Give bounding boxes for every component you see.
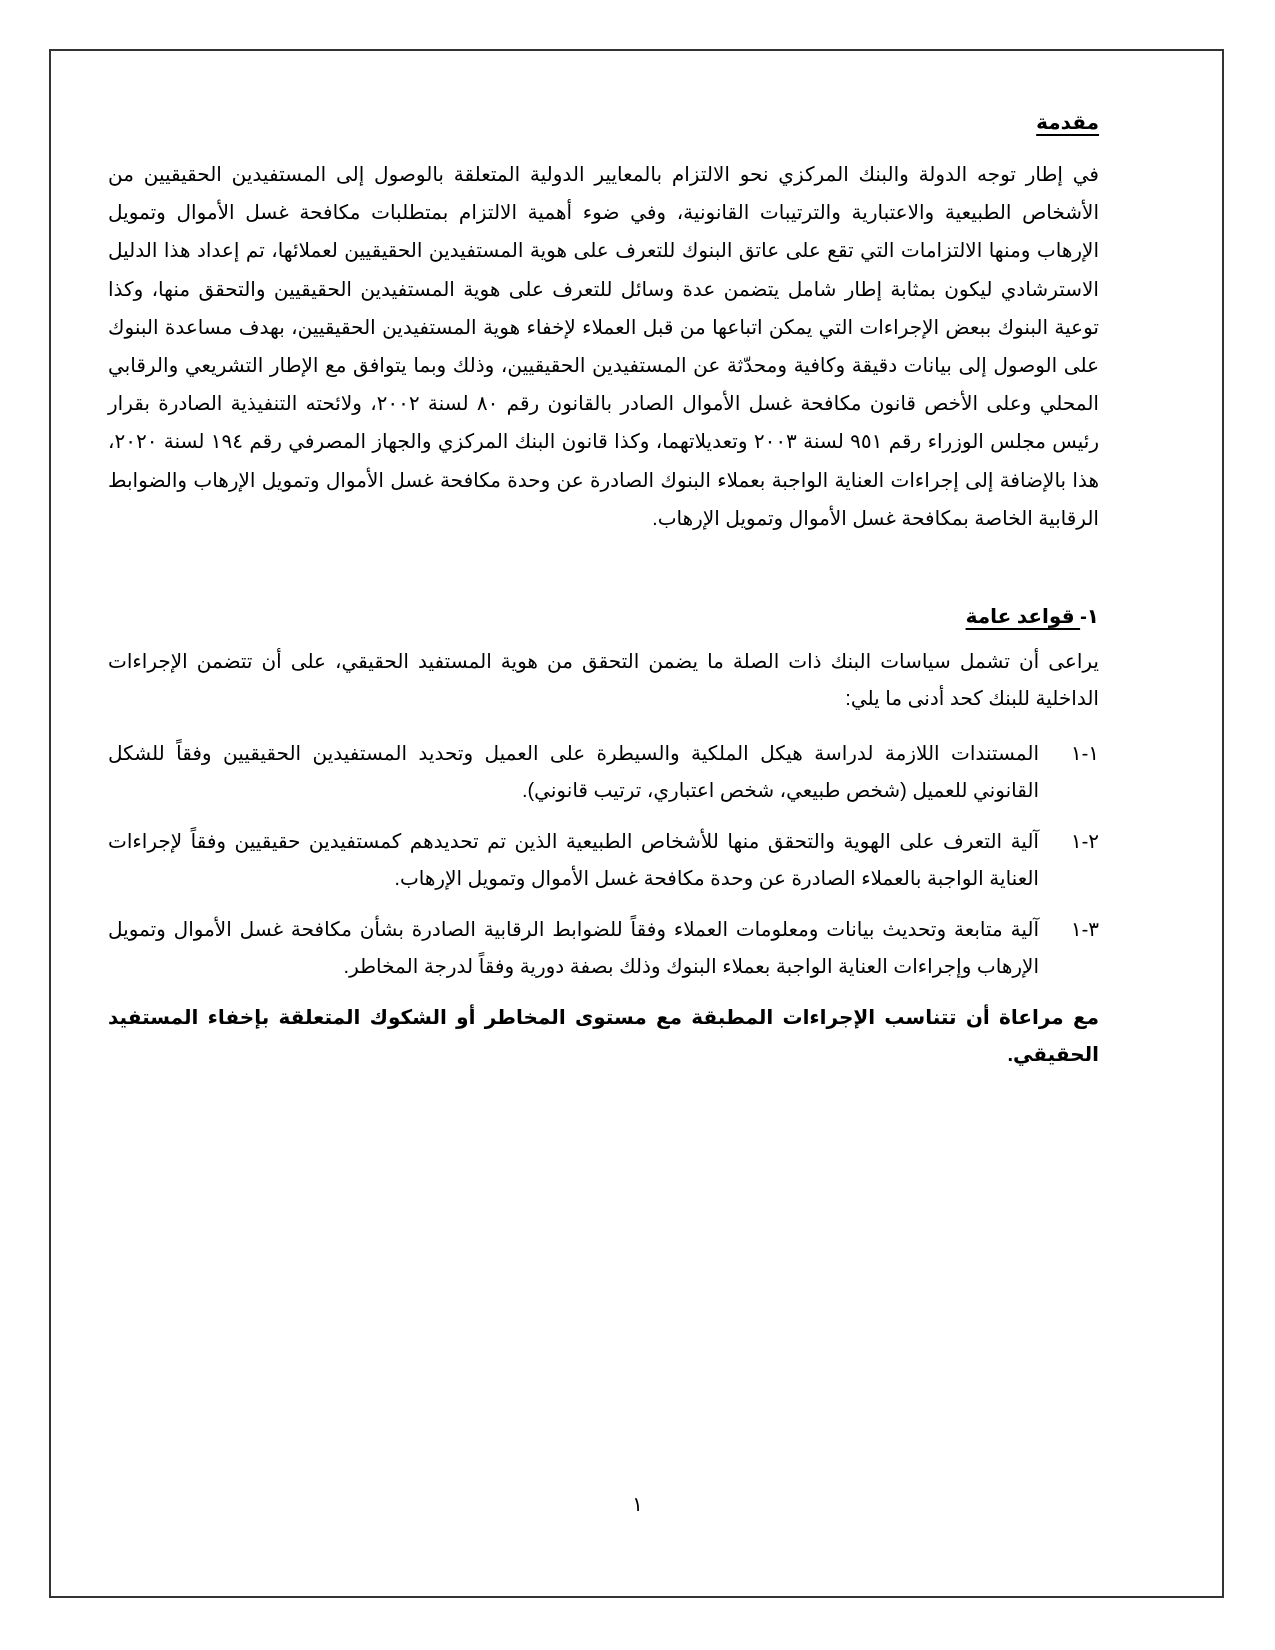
general-rules-intro: يراعى أن تشمل سياسات البنك ذات الصلة ما يضمن التحقق من هوية المستفيد الحقيقي، على أن تتضمن الإجراءات الداخلية للبنك كحد أدنى ما يلي:	[108, 651, 1099, 711]
list-item	[108, 736, 1099, 810]
intro-section	[108, 104, 1099, 538]
intro-heading: مقدمة	[1036, 112, 1099, 134]
intro-paragraph: في إطار توجه الدولة والبنك المركزي نحو الالتزام بالمعايير الدولية المتعلقة بالوصول إلى المستفيدين الحقيقيين من الأشخاص الطبيعية والاعتبارية والترتيبات القانونية، وفي ضوء أهمية الالتزام بمتطلبات مكافحة غسل الأموال وتمويل الإرهاب ومنها الالتزامات التي تقع على عاتق البنوك للتعرف على هوية المستفيدين الحقيقيين لعملائها، تم إعداد هذا الدليل الاسترشادي ليكون بمثابة إطار شامل يتضمن عدة وسائل للتعرف على هوية المستفيدين الحقيقيين والتحقق منها، وكذا توعية البنوك ببعض الإجراءات التي يمكن اتباعها من قبل العملاء لإخفاء هوية المستفيدين الحقيقيين، بهدف مساعدة البنوك على الوصول إلى بيانات دقيقة وكافية ومحدّثة عن المستفيدين الحقيقيين، وذلك وبما يتوافق مع الإطار التشريعي والرقابي المحلي وعلى الأخص قانون مكافحة غسل الأموال الصادر بالقانون رقم ٨٠ لسنة ٢٠٠٢، ولائحته التنفيذية الصادرة بقرار رئيس مجلس الوزراء رقم ٩٥١ لسنة ٢٠٠٣ وتعديلاتهما، وكذا قانون البنك المركزي والجهاز المصرفي رقم ١٩٤ لسنة ٢٠٢٠، هذا بالإضافة إلى إجراءات العناية الواجبة بعملاء البنوك الصادرة عن وحدة مكافحة غسل الأموال وتمويل الإرهاب والضوابط الرقابية الخاصة بمكافحة غسل الأموال وتمويل الإرهاب.	[108, 164, 1100, 530]
list-item-number: ٢-١	[1070, 831, 1099, 854]
conclusion-note: مع مراعاة أن تتناسب الإجراءات المطبقة مع مستوى المخاطر أو الشكوك المتعلقة بإخفاء المستفيد الحقيقي.	[108, 1007, 1099, 1067]
list-item-text: آلية التعرف على الهوية والتحقق منها للأشخاص الطبيعية الذين تم تحديدهم كمستفيدين حقيقيين وفقاً لإجراءات العناية الواجبة بالعملاء الصادرة عن وحدة مكافحة غسل الأموال وتمويل الإرهاب.	[108, 831, 1039, 891]
general-rules-section	[108, 598, 1099, 1074]
list-item-text: آلية متابعة وتحديث بيانات ومعلومات العملاء وفقاً للضوابط الرقابية الصادرة بشأن مكافحة غسل الأموال وتمويل الإرهاب وإجراءات العناية الواجبة بعملاء البنوك وذلك بصفة دورية وفقاً لدرجة المخاطر.	[108, 919, 1039, 979]
general-rules-heading	[108, 598, 1099, 636]
general-rules-list	[108, 736, 1099, 986]
general-rules-heading-number: ١-	[1080, 606, 1099, 629]
list-item-number: ٣-١	[1070, 919, 1099, 942]
list-item	[108, 912, 1099, 986]
page-number: ١	[632, 1494, 643, 1516]
general-rules-heading-text: قواعد عامة	[965, 606, 1075, 629]
list-item-text: المستندات اللازمة لدراسة هيكل الملكية والسيطرة على العميل وتحديد المستفيدين الحقيقيين وفقاً للشكل القانوني للعميل (شخص طبيعي، شخص اعتباري، ترتيب قانوني).	[108, 743, 1039, 803]
document-body	[108, 104, 1099, 1074]
list-item	[108, 824, 1099, 898]
list-item-number: ١-١	[1070, 743, 1099, 766]
